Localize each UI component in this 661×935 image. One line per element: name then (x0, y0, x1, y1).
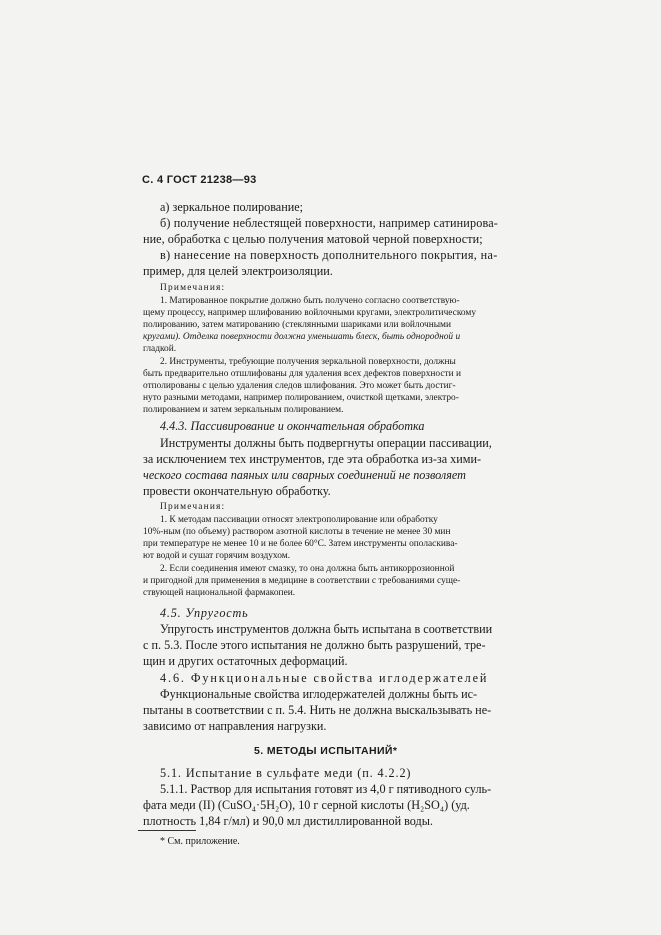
section-4-6-title: 4.6. Функциональные свойства иглодержателей (160, 671, 489, 685)
notes-2-line: и пригодной для применения в медицине в соответствии с требованиями суще- (143, 576, 461, 586)
section-5-1-1-line: фата меди (II) (CuSO₄·5H₂O), 10 г серной кислоты (H₂SO₄) (уд. (143, 798, 470, 812)
item-c-line-2: пример, для целей электроизоляции. (143, 264, 333, 278)
notes-1-line: щему процессу, например шлифованию войлочными кругами, электролитическому (143, 308, 477, 318)
notes-1-line: быть предварительно отшлифованы для удаления всех дефектов поверхности и (143, 369, 461, 379)
section-5-1-1-line: плотность 1,84 г/мл) и 90,0 мл дистиллированной воды. (143, 814, 433, 828)
page-header: С. 4 ГОСТ 21238—93 (142, 174, 257, 186)
footnote-divider (138, 830, 196, 831)
notes-1-line: 1. Матированное покрытие должно быть получено согласно соответствую- (160, 296, 460, 306)
notes-1-title: Примечания: (160, 283, 226, 293)
notes-1-line: нуто разными методами, например полированием, очисткой щетками, электро- (143, 393, 459, 403)
notes-2-line: 10%-ным (по объему) раствором азотной кислоты в течение не менее 30 мин (143, 527, 451, 537)
section-4-5-line: с п. 5.3. После этого испытания не должно быть разрушений, тре- (143, 638, 486, 652)
notes-2-line: 2. Если соединения имеют смазку, то она должна быть антикоррозионной (160, 564, 455, 574)
notes-2-line: 1. К методам пассивации относят электрополирование или обработку (160, 515, 438, 525)
footnote: * См. приложение. (160, 836, 240, 847)
item-b-line-2: ние, обработка с целью получения матовой черной поверхности; (143, 232, 483, 246)
section-4-4-3-line: ческого состава паяных или сварных соединений не позволяет (143, 468, 466, 482)
section-4-5-line: щин и других остаточных деформаций. (143, 654, 348, 668)
section-4-5-line: Упругость инструментов должна быть испытана в соответствии (160, 622, 493, 636)
section-5-1-1-line: 5.1.1. Раствор для испытания готовят из 4,0 г пятиводного суль- (160, 782, 492, 796)
notes-2-line: ют водой и сушат горячим воздухом. (143, 551, 291, 561)
item-a: а) зеркальное полирование; (160, 200, 304, 214)
section-4-5-title: 4.5. Упругость (160, 606, 249, 620)
notes-2-line: ствующей национальной фармакопеи. (143, 588, 296, 598)
section-4-6-line: пытаны в соответствии с п. 5.4. Нить не должна выскальзывать не- (143, 703, 492, 717)
section-5-1-title: 5.1. Испытание в сульфате меди (п. 4.2.2) (160, 766, 412, 780)
section-4-4-3-line: провести окончательную обработку. (143, 484, 331, 498)
notes-2-title: Примечания: (160, 502, 226, 512)
section-4-4-3-line: за исключением тех инструментов, где эта обработка из-за хими- (143, 452, 482, 466)
notes-1-line: полированием и затем зеркальным полированием. (143, 405, 344, 415)
section-4-6-line: Функциональные свойства иглодержателей должны быть ис- (160, 687, 478, 701)
section-4-4-3-line: Инструменты должны быть подвергнуты операции пассивации, (160, 436, 492, 450)
section-4-6-line: зависимо от направления нагрузки. (143, 719, 327, 733)
notes-1-line: 2. Инструменты, требующие получения зеркальной поверхности, должны (160, 357, 456, 367)
notes-1-line: отполированы с целью удаления следов шлифования. Это может быть достиг- (143, 381, 456, 391)
notes-2-line: при температуре не менее 10 и не более 60°С. Затем инструменты ополаскива- (143, 539, 458, 549)
section-4-4-3-title: 4.4.3. Пассивирование и окончательная обработка (160, 419, 425, 433)
notes-1-line: полированию, затем матированию (стеклянными шариками или войлочными (143, 320, 452, 330)
item-c-line-1: в) нанесение на поверхность дополнительного покрытия, на- (160, 248, 498, 262)
item-b-line-1: б) получение неблестящей поверхности, например сатинирова- (160, 216, 498, 230)
section-5-title: 5. МЕТОДЫ ИСПЫТАНИЙ* (254, 745, 398, 757)
notes-1-line: гладкой. (143, 344, 177, 354)
notes-1-line: кругами). Отделка поверхности должна уменьшать блеск, быть однородной и (143, 332, 461, 342)
